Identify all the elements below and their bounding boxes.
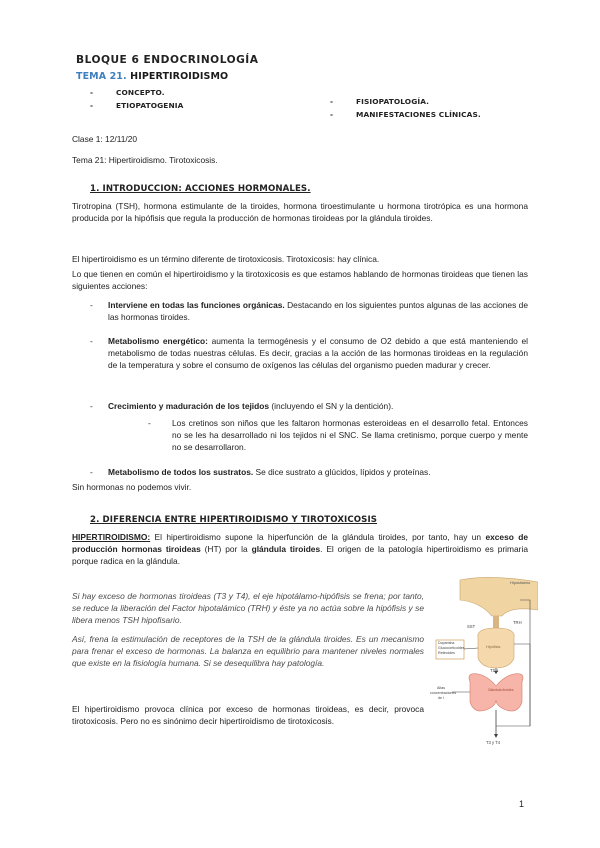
block-title: BLOQUE 6 ENDOCRINOLOGÍA [76,54,259,66]
bullet-item: Crecimiento y maduración de los tejidos (incluyendo el SN y la dentición). [108,401,394,411]
label-high-concentrations: Altas concentraciones de I [430,686,457,700]
italic-paragraph: Si hay exceso de hormonas tiroideas (T3 y T4), el eje hipotálamo-hipófisis se frena; por tanto, se reduce la liberación del Factor hipotalámico (TRH) y éste ya no actúa sobre la hipófisis y se libera menos TSH hipofisario. [72,591,424,626]
index-item: - ETIOPATOGENIA [90,101,184,110]
topic-number: TEMA 21. [76,71,127,82]
topic-line: Tema 21: Hipertiroidismo. Tirotoxicosis. [72,155,218,165]
paragraph: Sin hormonas no podemos vivir. [72,482,192,492]
index-item: - CONCEPTO. [90,88,165,97]
italic-paragraph: Así, frena la estimulación de receptores de la TSH de la glándula tiroides. Es un mecanismo para frenar el exceso de hormonas. La balanza en equilibrio para mantener niveles normales que existe en la fisiología humana. Si se desequilibra hay patología. [72,634,424,669]
paragraph: HIPERTIROIDISMO: El hipertiroidismo supone la hiperfunción de la glándula tiroides, por tanto, hay un exceso de producción hormonas tiroideas (HT) por la glándula tiroides. El origen de la patología hipertiroidismo es primaria porque radica en la glándula. [72,532,528,567]
bullet-item: Metabolismo de todos los sustratos. Se dice sustrato a glúcidos, lípidos y proteínas. [108,467,431,477]
label-trh: TRH [513,620,522,625]
label-hypothalamus: Hipotálamo [510,580,531,585]
paragraph: El hipertiroidismo es un término diferente de tirotoxicosis. Tirotoxicosis: hay clínica. [72,254,380,264]
bullet-item: Interviene en todas las funciones orgánicas. Destacando en los siguientes puntos algunas de las acciones de las hormonas tiroides. [108,300,528,323]
label-sst: SST [467,624,476,629]
paragraph: El hipertiroidismo provoca clínica por exceso de hormonas tiroideas, es decir, provoca tirotoxicosis. Pero no es sinónimo decir hipertiroidismo de tirotoxicosis. [72,704,424,727]
inhibitor-box: Dopamina Glucocorticoides Retinoides [438,641,465,656]
section-heading-1: 1. INTRODUCCION: ACCIONES HORMONALES. [90,184,311,194]
section-heading-2: 2. DIFERENCIA ENTRE HIPERTIROIDISMO Y TIROTOXICOSIS [90,515,378,525]
class-line: Clase 1: 12/11/20 [72,134,138,144]
sub-bullet-item: Los cretinos son niños que les faltaron hormonas esteroideas en el desarrollo fetal. Entonces no se les ha desarrollado ni los tejidos ni el SNC. Se llama cretinismo, porque cuerpo y mente no se desarrollaron. [172,418,528,453]
label-tsh: TSH [490,668,499,673]
page-number: 1 [519,799,525,809]
bullet-dash: - [90,401,93,411]
paragraph: Tirotropina (TSH), hormona estimulante de la tiroides, hormona tiroestimulante u hormona tirotrópica es una hormona producida por la hipófisis que regula la producción de hormonas tiroideas por la glándula tiroides. [72,201,528,224]
bullet-dash: - [90,467,93,477]
thyroid-axis-diagram [430,576,538,752]
index-item: - FISIOPATOLOGÍA. [330,97,430,106]
label-output-hormones: T3 y T4 [486,740,501,745]
label-thyroid: Glándula tiroides [488,688,514,692]
topic-name: HIPERTIROIDISMO [130,71,229,82]
sub-bullet-dash: - [148,418,151,428]
label-pituitary: Hipófisis [486,645,501,649]
index-item: - MANIFESTACIONES CLÍNICAS. [330,110,481,119]
topic-title [76,70,228,84]
paragraph: Lo que tienen en común el hipertiroidismo y la tirotoxicosis es que estamos hablando de hormonas tiroideas que tienen las siguientes acciones: [72,269,528,292]
bullet-dash: - [90,300,93,310]
bullet-dash: - [90,336,93,346]
bullet-item: Metabolismo energético: aumenta la termogénesis y el consumo de O2 debido a que está manteniendo el metabolismo de todas nuestras células. Es decir, gracias a la acción de las hormonas tiroideas en la regulación de la temperatura y sobre el consumo de oxígenos las células del organismo pueden madurar y crecer. [108,336,528,371]
